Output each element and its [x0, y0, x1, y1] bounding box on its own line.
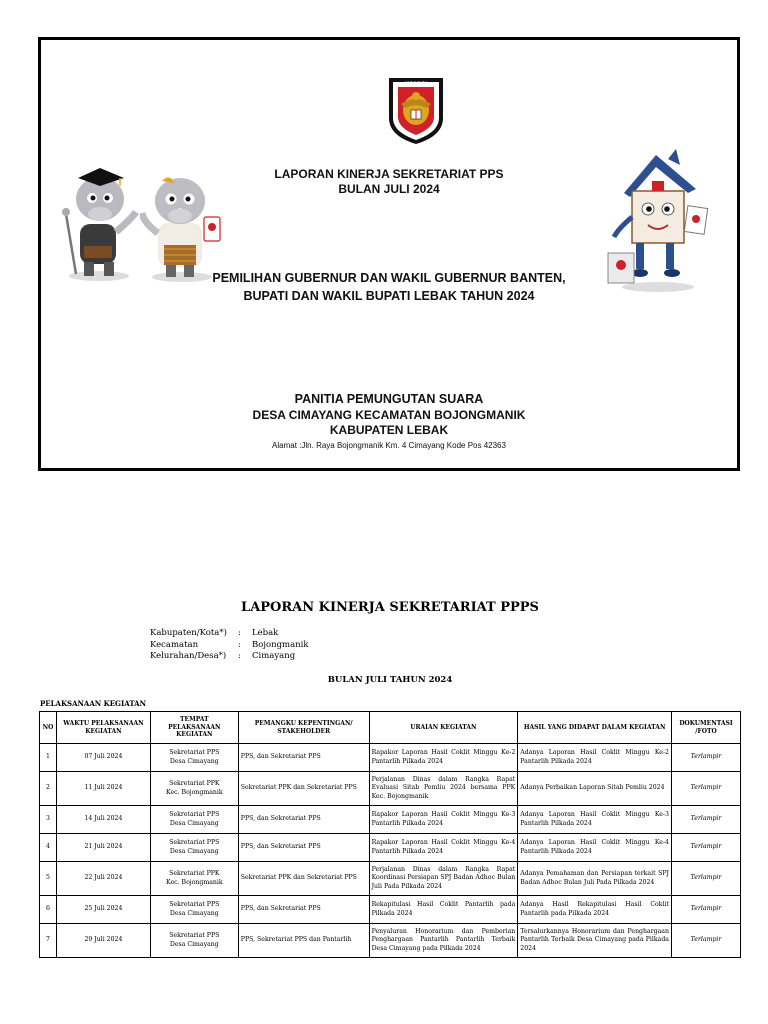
table-row — [40, 744, 741, 772]
header-dokumentasi: DOKUMENTASI /FOTO — [671, 712, 740, 744]
cell-stakeholder: PPS, dan Sekretariat PPS — [238, 806, 369, 834]
cell-dok: Terlampir — [671, 896, 740, 924]
cell-no: 5 — [40, 862, 57, 896]
cell-no: 2 — [40, 772, 57, 806]
info-colon: : — [238, 651, 241, 661]
cell-tempat: Sekretariat PPS Desa Cimayang — [150, 834, 238, 862]
cover-title-line2: BULAN JULI 2024 — [338, 182, 440, 196]
info-colon: : — [238, 639, 241, 650]
cell-no: 7 — [40, 924, 57, 958]
info-row — [150, 640, 309, 652]
header-stakeholder: PEMANGKU KEPENTINGAN/ STAKEHOLDER — [238, 712, 369, 744]
cell-tempat: Sekretariat PPK Kec. Bojongmanik — [150, 862, 238, 896]
header-waktu: WAKTU PELAKSANAAN KEGIATAN — [56, 712, 150, 744]
table-row — [40, 772, 741, 806]
cell-stakeholder: PPS, dan Sekretariat PPS — [238, 896, 369, 924]
cell-hasil: Adanya Laporan Hasil Coklit Minggu Ke-4 Pantarlih Pilkada 2024 — [518, 834, 672, 862]
cell-waktu: 21 Juli 2024 — [56, 834, 150, 862]
cell-waktu: 29 Juli 2024 — [56, 924, 150, 958]
cell-stakeholder: PPS, dan Sekretariat PPS — [238, 744, 369, 772]
info-value: Lebak — [252, 628, 279, 638]
cell-hasil: Adanya Hasil Rekapitulasi Hasil Coklit Pantarlih pada Pilkada 2024 — [518, 896, 672, 924]
cell-dok: Terlampir — [671, 924, 740, 958]
info-label: Kabupaten/Kota*) — [150, 628, 227, 638]
table-row — [40, 834, 741, 862]
cell-waktu: 25 Juli 2024 — [56, 896, 150, 924]
cell-tempat: Sekretariat PPS Desa Cimayang — [150, 896, 238, 924]
info-value: Cimayang — [252, 651, 296, 661]
org-line3: KABUPATEN LEBAK — [329, 423, 449, 437]
section-heading: PELAKSANAAN KEGIATAN — [40, 699, 146, 708]
cell-uraian: Rekapitulasi Hasil Coklit Pantarlih pada Pilkada 2024 — [369, 896, 518, 924]
cell-hasil: Adanya Laporan Hasil Coklit Minggu Ke-2 Pantarlih Pilkada 2024 — [518, 744, 672, 772]
cover-page — [38, 37, 740, 471]
table-row — [40, 806, 741, 834]
table-row — [40, 924, 741, 958]
cell-stakeholder: Sekretariat PPK dan Sekretariat PPS — [238, 772, 369, 806]
election-line2: BUPATI DAN WAKIL BUPATI LEBAK TAHUN 2024 — [243, 289, 535, 303]
header-uraian: URAIAN KEGIATAN — [369, 712, 518, 744]
info-label: Kecamatan — [150, 639, 199, 650]
cell-uraian: Rapakor Laporan Hasil Coklit Minggu Ke-2 Pantarlih Pilkada 2024 — [369, 744, 518, 772]
cell-dok: Terlampir — [671, 772, 740, 806]
cell-tempat: Sekretariat PPK Kec. Bojongmanik — [150, 772, 238, 806]
cell-waktu: 14 Juli 2024 — [56, 806, 150, 834]
info-colon: : — [238, 628, 241, 638]
cell-dok: Terlampir — [671, 806, 740, 834]
cell-dok: Terlampir — [671, 862, 740, 896]
table-row — [40, 862, 741, 896]
org-line1: PANITIA PEMUNGUTAN SUARA — [294, 392, 484, 406]
cell-hasil: Adanya Perbaikan Laporan Sitab Pemliu 2024 — [518, 772, 672, 806]
cell-uraian: Perjalanan Dinas dalam Rangka Rapat Koordinasi Persiapan SPJ Badan Adhoc Bulan Juli Pada Pilkada 2024 — [369, 862, 518, 896]
cell-uraian: Penyaluran Honorarium dan Pemberian Penghargaan Pantarlih Pantarlih Terbaik Desa Cimayang pada Pilkada 2024 — [369, 924, 518, 958]
cell-hasil: Adanya Pemahaman dan Persiapan terkait SPJ Badan Adhoc Bulan Juli Pada Pilkada 2024 — [518, 862, 672, 896]
header-no: NO — [40, 712, 57, 744]
cell-dok: Terlampir — [671, 834, 740, 862]
table-header-row — [40, 712, 741, 744]
table-row — [40, 896, 741, 924]
cell-stakeholder: PPS, dan Sekretariat PPS — [238, 834, 369, 862]
cover-title-line1: LAPORAN KINERJA SEKRETARIAT PPS — [274, 167, 504, 181]
election-line1: PEMILIHAN GUBERNUR DAN WAKIL GUBERNUR BANTEN, — [212, 271, 566, 285]
report-period: BULAN JULI TAHUN 2024 — [327, 675, 453, 685]
report-title: LAPORAN KINERJA SEKRETARIAT PPPS — [241, 600, 539, 615]
info-value: Bojongmanik — [252, 639, 309, 650]
cell-tempat: Sekretariat PPS Desa Cimayang — [150, 744, 238, 772]
cell-waktu: 22 Juli 2024 — [56, 862, 150, 896]
cell-no: 6 — [40, 896, 57, 924]
cell-no: 3 — [40, 806, 57, 834]
cell-uraian: Rapakor Laporan Hasil Coklit Minggu Ke-4 Pantarlih Pilkada 2024 — [369, 834, 518, 862]
cell-stakeholder: PPS, Sekretariat PPS dan Pantarlih — [238, 924, 369, 958]
org-line2: DESA CIMAYANG KECAMATAN BOJONGMANIK — [252, 408, 526, 422]
activity-table — [39, 711, 741, 958]
cell-hasil: Adanya Laporan Hasil Coklit Minggu Ke-3 Pantarlih Pilkada 2024 — [518, 806, 672, 834]
cell-stakeholder: Sekretariat PPK dan Sekretariat PPS — [238, 862, 369, 896]
cell-tempat: Sekretariat PPS Desa Cimayang — [150, 806, 238, 834]
cell-waktu: 11 Juli 2024 — [56, 772, 150, 806]
location-info — [150, 628, 309, 663]
header-hasil: HASIL YANG DIDAPAT DALAM KEGIATAN — [518, 712, 672, 744]
cell-hasil: Tersalurkannya Honorarium dan Penghargaan Pantarlih Terbaik Desa Cimayang pada Pilkada 2024 — [518, 924, 672, 958]
cell-waktu: 07 Juli 2024 — [56, 744, 150, 772]
cell-no: 4 — [40, 834, 57, 862]
cell-dok: Terlampir — [671, 744, 740, 772]
address-line: Alamat :Jln. Raya Bojongmanik Km. 4 Cimayang Kode Pos 42363 — [272, 441, 506, 450]
info-row — [150, 628, 309, 640]
logo-text-top: KOMISI — [404, 81, 428, 88]
cell-uraian: Rapakor Laporan Hasil Coklit Minggu Ke-3 Pantarlih Pilkada 2024 — [369, 806, 518, 834]
cell-tempat: Sekretariat PPS Desa Cimayang — [150, 924, 238, 958]
header-tempat: TEMPAT PELAKSANAAN KEGIATAN — [150, 712, 238, 744]
kpu-logo — [381, 74, 451, 146]
cell-no: 1 — [40, 744, 57, 772]
info-label: Kelurahan/Desa*) — [150, 651, 227, 661]
info-row — [150, 651, 309, 663]
cell-uraian: Perjalanan Dinas dalam Rangka Rapat Evaluasi Sitab Pemliu 2024 bersama PPK Kec. Bojongmanik — [369, 772, 518, 806]
